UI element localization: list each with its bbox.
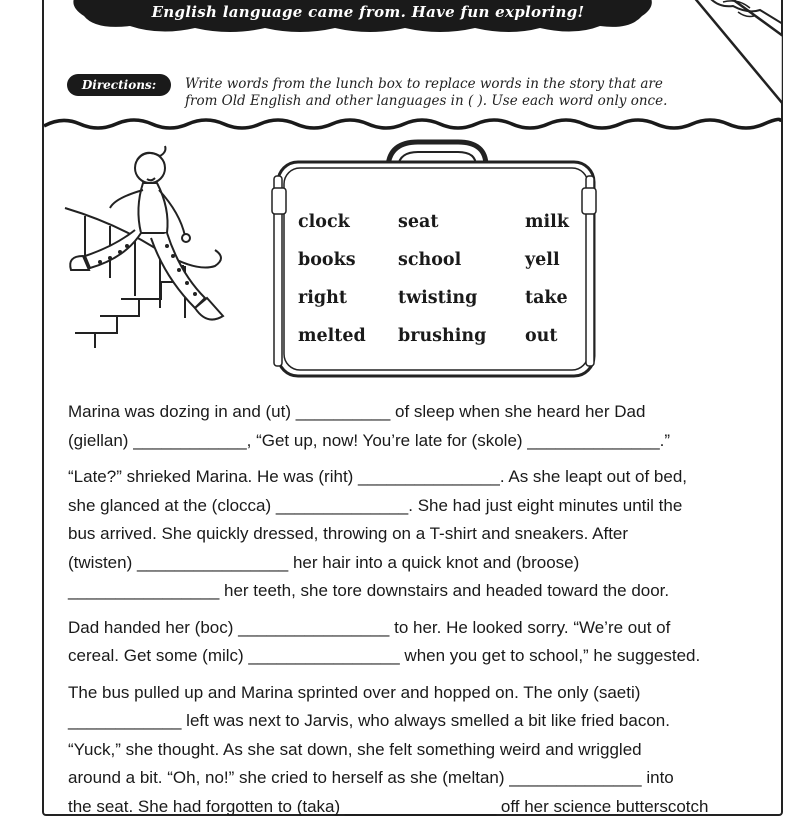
wavy-divider xyxy=(44,112,781,134)
story-paragraph xyxy=(68,614,768,671)
directions-line: Write words from the lunch box to replace words in the story that are xyxy=(185,76,663,92)
directions-text xyxy=(185,76,705,110)
word-bank-item: twisting xyxy=(398,288,478,308)
story-line: Marina was dozing in and (ut) __________ of sleep when she heard her Dad xyxy=(68,402,646,421)
word-bank-item: out xyxy=(525,326,558,346)
story-line: she glanced at the (clocca) ______________. She had just eight minutes until the xyxy=(68,495,683,515)
story-line: around a bit. “Oh, no!” she cried to herself as she (meltan) ______________ into xyxy=(68,768,674,787)
story-line: the seat. She had forgotten to (taka) ________________ off her science butterscotch xyxy=(68,796,709,816)
story-line: Dad handed her (boc) ________________ to her. He looked sorry. “We’re out of xyxy=(68,617,671,637)
story-line: ____________ left was next to Jarvis, who always smelled a bit like fried bacon. xyxy=(68,711,670,730)
story-line: ________________ her teeth, she tore downstairs and headed toward the door. xyxy=(68,581,670,600)
girl-on-stairs-illustration xyxy=(55,138,230,348)
story-line: (giellan) ____________, “Get up, now! You’re late for (skole) ______________.” xyxy=(68,430,671,450)
story-line: cereal. Get some (milc) ________________ when you get to school,” he suggested. xyxy=(68,646,701,665)
word-bank-item: take xyxy=(525,288,568,308)
story-paragraph xyxy=(68,398,768,455)
word-bank-item: seat xyxy=(398,212,439,232)
directions-line: from Old English and other languages in ( ). Use each word only once. xyxy=(185,93,668,109)
story-line: “Late?” shrieked Marina. He was (riht) _______________. As she leapt out of bed, xyxy=(68,467,687,486)
directions-badge: Directions: xyxy=(67,74,171,96)
word-bank-item: right xyxy=(298,288,347,308)
word-bank-item: books xyxy=(298,250,356,270)
word-bank-item: school xyxy=(398,250,462,270)
word-bank-item: yell xyxy=(525,250,560,270)
word-bank-item: melted xyxy=(298,326,366,346)
word-bank-item: brushing xyxy=(398,326,487,346)
word-bank-item: clock xyxy=(298,212,350,232)
banner-text: English language came from. Have fun exploring! xyxy=(151,3,585,21)
story-line: bus arrived. She quickly dressed, throwing on a T-shirt and sneakers. After xyxy=(68,524,629,543)
story-text xyxy=(68,398,768,829)
story-line: “Yuck,” she thought. As she sat down, she felt something weird and wriggled xyxy=(68,739,642,759)
story-line: The bus pulled up and Marina sprinted over and hopped on. The only (saeti) xyxy=(68,682,641,702)
story-paragraph xyxy=(68,463,768,606)
word-bank-item: milk xyxy=(525,212,569,232)
story-line: (twisten) ________________ her hair into a quick knot and (broose) xyxy=(68,552,580,572)
